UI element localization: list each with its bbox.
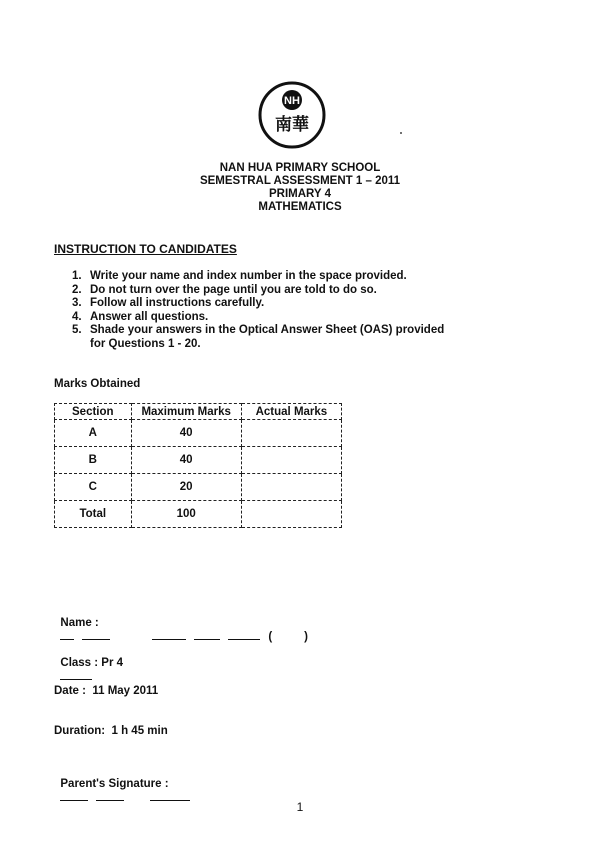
instruction-item: 3. Follow all instructions carefully. xyxy=(72,297,265,309)
class-blank xyxy=(60,669,92,680)
assessment-title: SEMESTRAL ASSESSMENT 1 – 2011 xyxy=(199,175,401,187)
name-blank xyxy=(60,629,74,640)
marks-table xyxy=(54,403,342,528)
class-label: Class : Pr 4 xyxy=(60,657,124,669)
max-marks-cell: 100 xyxy=(131,501,241,528)
table-header-row xyxy=(55,404,342,420)
section-cell: C xyxy=(55,474,132,501)
max-marks-cell: 40 xyxy=(131,447,241,474)
page-number: 1 xyxy=(296,800,304,814)
actual-marks-cell[interactable] xyxy=(241,474,341,501)
column-header-actual-marks: Actual Marks xyxy=(241,404,341,420)
column-header-section: Section xyxy=(55,404,132,420)
column-header-maximum-marks: Maximum Marks xyxy=(131,404,241,420)
instruction-item: 1. Write your name and index number in the space provided. xyxy=(72,270,407,282)
section-cell: A xyxy=(55,420,132,447)
section-cell: B xyxy=(55,447,132,474)
actual-marks-cell[interactable] xyxy=(241,501,341,528)
name-field[interactable] xyxy=(54,605,308,643)
class-field[interactable] xyxy=(54,645,123,683)
instruction-item: 5. Shade your answers in the Optical Answer Sheet (OAS) provided for Questions 1 - 20. xyxy=(72,324,445,350)
actual-marks-cell[interactable] xyxy=(241,447,341,474)
logo-chinese-text: 南華 xyxy=(275,115,309,135)
school-logo xyxy=(257,80,327,150)
instruction-item: 4. Answer all questions. xyxy=(72,310,209,323)
table-row xyxy=(55,474,342,501)
instructions-list xyxy=(72,270,444,351)
subject-title: MATHEMATICS xyxy=(258,201,342,213)
max-marks-cell: 40 xyxy=(131,420,241,447)
table-row xyxy=(55,501,342,528)
max-marks-cell: 20 xyxy=(131,474,241,501)
signature-label: Parent's Signature : xyxy=(60,778,169,790)
duration-text: Duration: 1 h 45 min xyxy=(54,725,168,737)
level-title: PRIMARY 4 xyxy=(269,188,331,200)
logo-monogram: NH xyxy=(284,95,300,107)
section-cell: Total xyxy=(55,501,132,528)
table-row xyxy=(55,420,342,447)
instruction-item: 2. Do not turn over the page until you are told to do so. xyxy=(72,283,377,296)
table-row xyxy=(55,447,342,474)
school-crest-icon xyxy=(257,80,327,150)
name-label: Name : xyxy=(60,617,99,629)
marks-obtained-title: Marks Obtained xyxy=(54,378,141,390)
parent-signature-field[interactable] xyxy=(54,766,198,804)
school-name: NAN HUA PRIMARY SCHOOL xyxy=(219,162,381,174)
instructions-title: INSTRUCTION TO CANDIDATES xyxy=(54,242,237,256)
actual-marks-cell[interactable] xyxy=(241,420,341,447)
date-text: Date : 11 May 2011 xyxy=(54,685,159,697)
index-number-paren: ( ) xyxy=(268,631,309,643)
scan-speck xyxy=(400,132,402,134)
